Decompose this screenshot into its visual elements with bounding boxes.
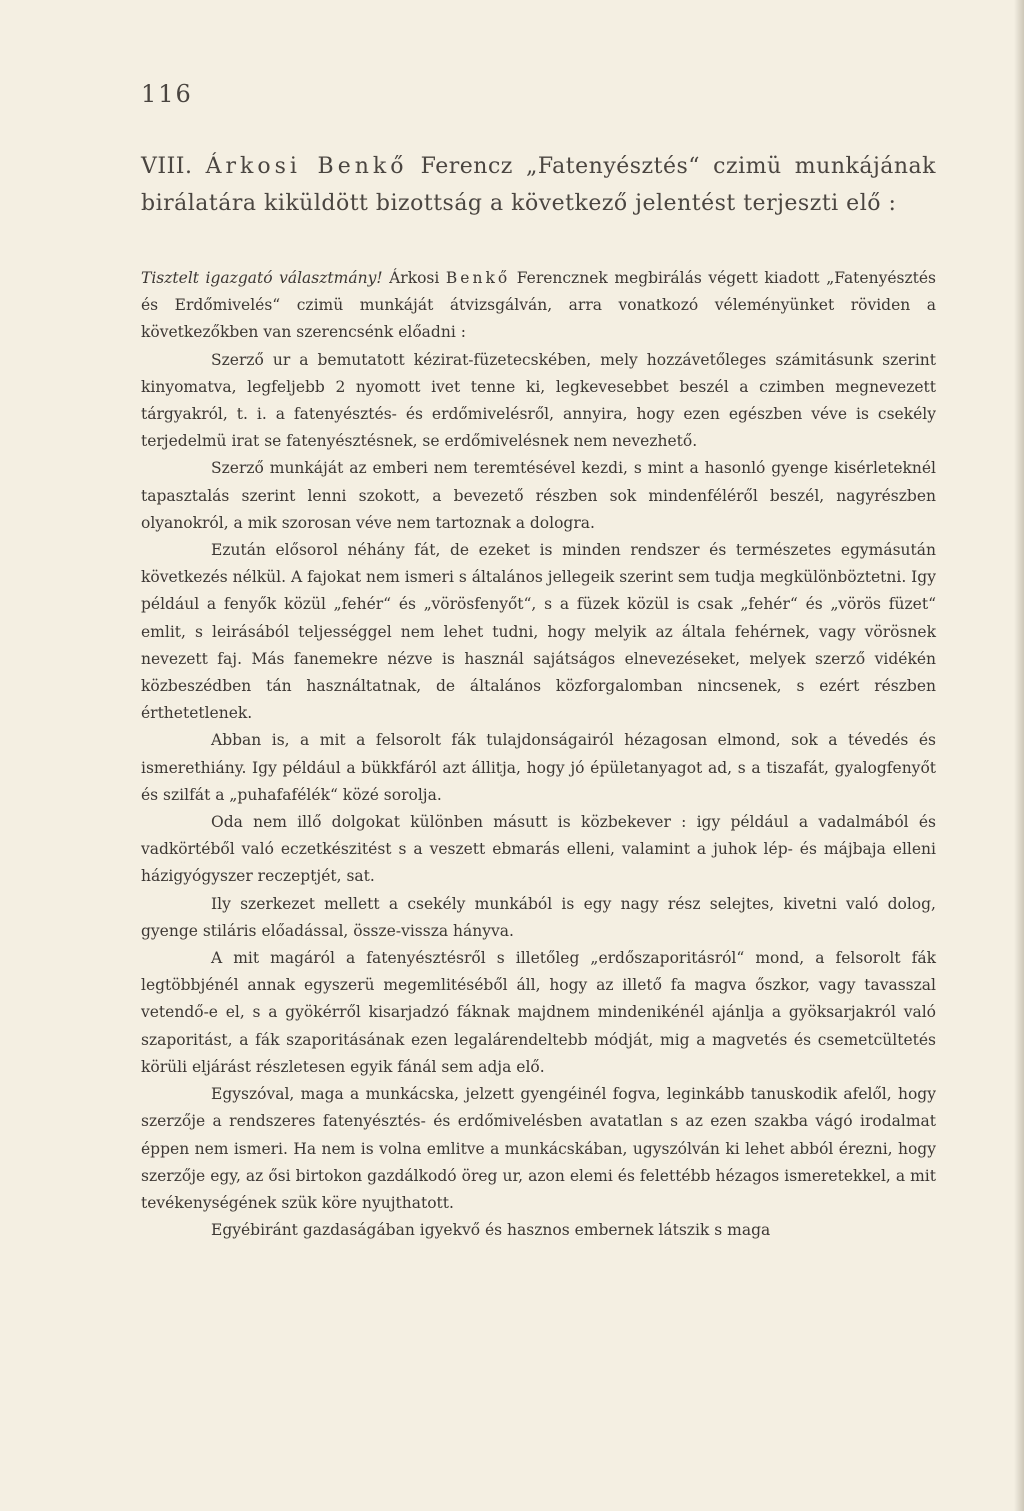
page-number: 116 bbox=[141, 80, 193, 108]
paragraph: Ily szerkezet mellett a csekély munkából is egy nagy rész selejtes, kivetni való dolog, gyenge stiláris előadással, össze-vissza hányva. bbox=[141, 894, 936, 940]
paragraph: A mit magáról a fatenyésztésről s illetőleg „erdőszaporitásról“ mond, a felsorolt fák legtöbbjénél annak egyszerü megemlitéséből áll, hogy az illető fa magva őszkor, vagy tavasszal vetendő-e el, s a gyökérről kisarjadzó fáknak majdnem mindenikénél ajánlja a gyöksarjakról való szaporitást, a fák szaporitásának ezen legalárendeltebb módját, mig a magvetés és csemetcültetés körüli eljárást részletesen egyik fánál sem adja elő. bbox=[141, 949, 936, 1076]
page-edge-shadow bbox=[1014, 0, 1024, 1511]
paragraph: Szerző munkáját az emberi nem teremtésével kezdi, s mint a hasonló gyenge kisérleteknél tapasztalás szerint lenni szokott, a bevezető részben sok mindenféléről beszél, nagyrészben olyanokról, a mik szorosan véve nem tartoznak a dologra. bbox=[141, 459, 936, 532]
paragraph: Abban is, a mit a felsorolt fák tulajdonságairól hézagosan elmond, sok a tévedés és ismerethiány. Igy például a bükkfáról azt állitja, hogy jó épületanyagot ad, s a tiszafát, gyalogfenyőt és szilfát a „puhafafélék“ közé sorolja. bbox=[141, 731, 936, 804]
paragraph: Egyébiránt gazdaságában igyekvő és hasznos embernek látszik s maga bbox=[211, 1221, 771, 1240]
paragraph-1-lead: Árkosi bbox=[389, 269, 440, 287]
heading-author: Árkosi Benkő bbox=[205, 154, 408, 179]
paragraph: Ezután elősorol néhány fát, de ezeket is minden rendszer és természetes egymásután következés nélkül. A fajokat nem ismeri s általános jellegeik szerint sem tudja megkülönböztetni. Igy például a fenyők közül „fehér“ és „vörösfenyőt“, s a füzek közül is csak „fehér“ és „vörös füzet“ emlit, s leirásából teljességgel nem lehet tudni, hogy melyik az általa fehérnek, vagy vörösnek nevezett faj. Más fanemekre nézve is használ sajátságos elnevezéseket, melyek szerző vidékén közbeszédben tán használtatnak, de általános közforgalomban nincsenek, s ezért részben érthetetlenek. bbox=[141, 541, 936, 723]
salutation: Tisztelt igazgató választmány! bbox=[141, 269, 383, 287]
heading-prefix: VIII. bbox=[141, 154, 193, 179]
section-heading bbox=[141, 148, 936, 222]
paragraph-1 bbox=[141, 265, 936, 347]
paragraph-1-text: Ferencznek megbirálás végett kiadott „Fatenyésztés és Erdőmivelés“ czimü munkáját átvizsgálván, arra vonatkozó véleményünket röviden a következőkben van szerencsénk előadni : bbox=[141, 269, 936, 342]
heading-rest: Ferencz „Fatenyésztés“ czimü munkájának birálatára kiküldött bizottság a következő jelentést terjeszti elő : bbox=[141, 154, 937, 216]
paragraph: Egyszóval, maga a munkácska, jelzett gyengéinél fogva, leginkább tanuskodik afelől, hogy szerzője a rendszeres fatenyésztés- és erdőmivelésben avatatlan s az ezen szakba vágó irodalmat éppen nem ismeri. Ha nem is volna emlitve a munkácskában, ugyszólván ki lehet abból érezni, hogy szerzője egy, az ősi birtokon gazdálkodó öreg ur, azon elemi és felettébb hézagos ismeretekkel, a mit tevékenységének szük köre nyujthatott. bbox=[141, 1085, 936, 1212]
paragraph: Szerző ur a bemutatott kézirat-füzetecskében, mely hozzávetőleges számitásunk szerint kinyomatva, legfeljebb 2 nyomott ivet tenne ki, legkevesebbet beszél a czimben megnevezett tárgyakról, t. i. a fatenyésztés- és erdőmivelésről, annyira, hogy ezen egészben véve is csekély terjedelmü irat se fatenyésztésnek, se erdőmivelésnek nem nevezhető. bbox=[141, 350, 936, 451]
paragraph-1-name: Benkő bbox=[445, 269, 511, 287]
body-text bbox=[141, 265, 936, 1244]
paragraph: Oda nem illő dolgokat különben másutt is közbekever : igy például a vadalmából és vadkörtéből való eczetkészitést s a veszett ebmarás elleni, valamint a juhok lép- és májbaja elleni házigyógyszer reczeptjét, sat. bbox=[141, 813, 936, 886]
